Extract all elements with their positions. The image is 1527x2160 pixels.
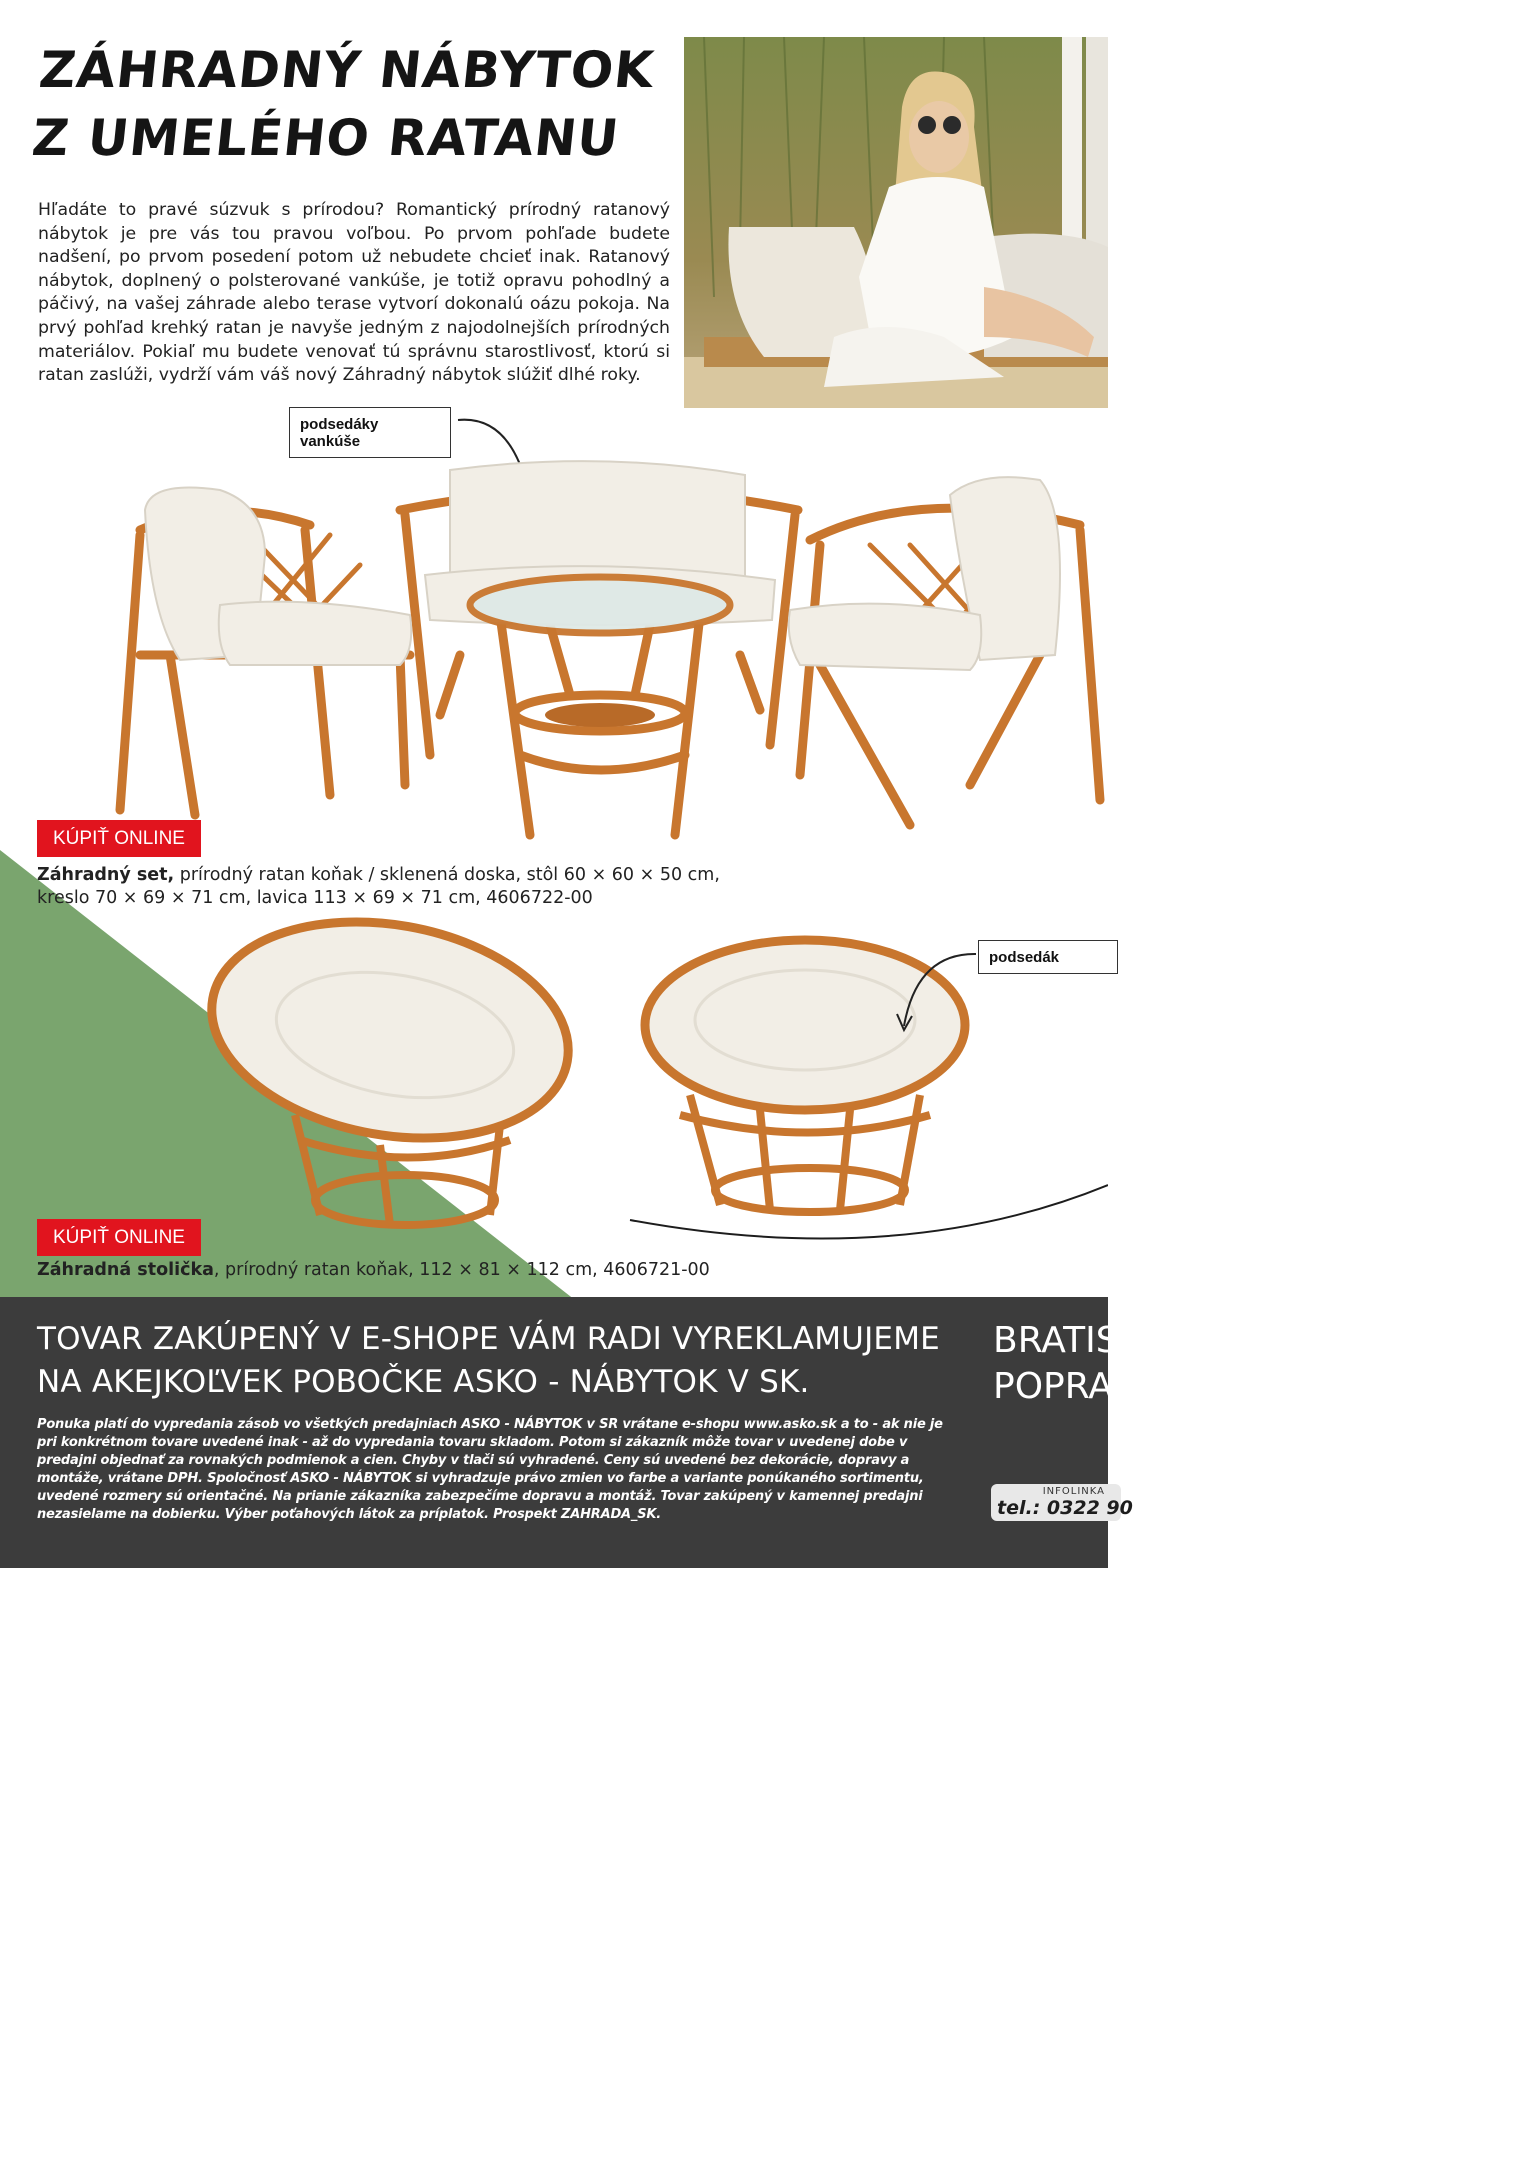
product-name-chair: Záhradná stolička xyxy=(37,1260,214,1280)
product-name-set: Záhradný set, xyxy=(37,865,175,885)
footer-city-1: BRATIS xyxy=(993,1320,1119,1361)
intro-paragraph: Hľadáte to pravé súzvuk s prírodou? Romantický prírodný ratanový nábytok je pre vás tou pravou voľbou. Po prvom pohľade budete nadšení, po prvom posedení potom už nebudete chcieť inak. Ratanový nábytok, doplnený o polsterované vankúše, je totiž opravu pohodlný a páčivý, na vašej záhrade alebo terase vytvorí dokonalú oázu pokoja. Na prvý pohľad krehký ratan je navyše jedným z najodolnejších prírodných materiálov. Pokiaľ mu budete venovať tú správnu starostlivosť, ktorú si ratan zaslúži, vydrží vám váš nový Záhradný nábytok slúžiť dlhé roky. xyxy=(38,200,670,386)
hero-photo xyxy=(684,37,1108,408)
product-description-set xyxy=(37,864,777,910)
buy-online-button-set[interactable]: KÚPIŤ ONLINE xyxy=(37,820,201,857)
footer-headline-line-2: NA AKEJKOĽVEK POBOČKE ASKO - NÁBYTOK V SK. xyxy=(37,1364,810,1400)
product-details-chair: , prírodný ratan koňak, 112 × 81 × 112 cm, 4606721-00 xyxy=(213,1260,710,1280)
callout-seat-cushions xyxy=(289,407,451,458)
callout-line-2: vankúše xyxy=(300,433,361,450)
product-description-chair xyxy=(37,1259,797,1282)
footer-headline xyxy=(37,1318,967,1404)
infoline-badge xyxy=(991,1484,1133,1521)
footer-store-cities xyxy=(993,1318,1119,1410)
headline-line-2: Z UMELÉHO RATANU xyxy=(29,109,623,167)
footer-headline-line-1: TOVAR ZAKÚPENÝ V E-SHOPE VÁM RADI VYREKLAMUJEME xyxy=(37,1321,940,1357)
infoline-label: INFOLINKA xyxy=(1042,1486,1105,1497)
infoline-phone[interactable]: tel.: 0322 90 xyxy=(997,1497,1133,1519)
footer-disclaimer: Ponuka platí do vypredania zásob vo všetkých predajniach ASKO - NÁBYTOK v SR vrátane e-shopu www.asko.sk a to - ak nie je pri konkrétnom tovare uvedené inak - až do vypredania tovaru skladom. Potom si zákazník môže tovar v uvedenej dobe v predajni objednať za rovnakých podmienok a cien. Chyby v tlači sú vyhradené. Ceny sú uvedené bez dekorácie, dopravy a montáže, vrátane DPH. Spoločnosť ASKO - NÁBYTOK si vyhradzuje právo zmien vo farbe a variante ponúkaného sortimentu, uvedené rozmery sú orientačné. Na prianie zákazníka zabezpečíme dopravu a montáž. Tovar zakúpený v kamennej predajni nezasielame na dobierku. Výber poťahových látok za príplatok. Prospekt ZAHRADA_SK. xyxy=(37,1417,943,1522)
headline-line-1: ZÁHRADNÝ NÁBYTOK xyxy=(36,41,658,99)
callout-arrow-seat xyxy=(892,948,982,1038)
callout-line-1: podsedáky xyxy=(300,416,379,433)
buy-online-button-chair[interactable]: KÚPIŤ ONLINE xyxy=(37,1219,201,1256)
callout-seat-cushion: podsedák xyxy=(978,940,1118,974)
footer-city-2: POPRA xyxy=(993,1366,1113,1407)
garden-set-image xyxy=(100,455,1108,850)
page-headline xyxy=(29,36,683,172)
product-details-set: prírodný ratan koňak / sklenená doska, stôl 60 × 60 × 50 cm, kreslo 70 × 69 × 71 cm, lavica 113 × 69 × 71 cm, 4606722-00 xyxy=(37,865,720,908)
